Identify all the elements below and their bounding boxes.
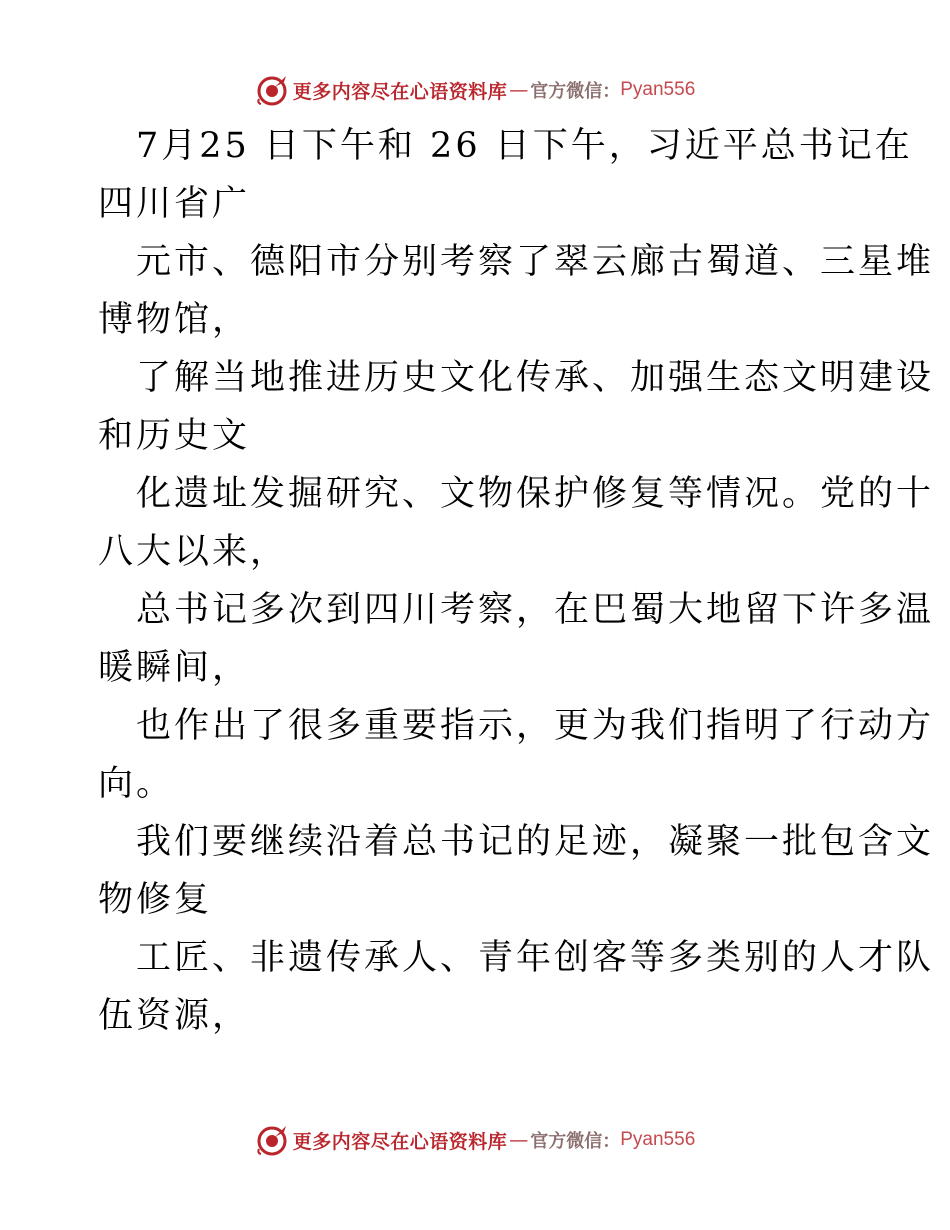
paragraph-line: 物修复: [98, 880, 213, 920]
paragraph: [98, 813, 935, 929]
paragraph-line: 我们要继续沿着总书记的足迹，凝聚一批包含文: [136, 822, 935, 862]
paragraph-line: 博物馆，: [98, 300, 251, 340]
paragraph: [98, 581, 935, 697]
paragraph-line: 八大以来，: [98, 532, 289, 572]
banner-title: 更多内容尽在心语资料库: [292, 80, 508, 103]
paragraph: [98, 465, 935, 581]
banner-wechat-id: Pyan556: [620, 1129, 696, 1150]
banner-wechat-label: 官方微信：: [530, 1131, 621, 1152]
paragraph-line: 四川省广: [98, 184, 251, 224]
paragraph: [98, 929, 935, 1045]
paragraph-line: 暖瞬间，: [98, 648, 251, 688]
paragraph-line: 7月25 日下午和 26 日下午，习近平总书记在: [136, 126, 913, 166]
document-body: [98, 117, 935, 1045]
paragraph-line: 向。: [98, 764, 175, 804]
paragraph: [98, 117, 913, 233]
paragraph-line: 化遗址发掘研究、文物保护修复等情况。党的十: [136, 474, 935, 514]
paragraph-line: 也作出了很多重要指示，更为我们指明了行动方: [136, 706, 935, 746]
banner-dash: —: [509, 79, 529, 101]
footer-banner: [0, 1120, 950, 1160]
paragraph: [98, 349, 935, 465]
paragraph-line: 工匠、非遗传承人、青年创客等多类别的人才队: [136, 938, 935, 978]
paragraph-line: 伍资源，: [98, 996, 251, 1036]
paragraph-line: 和历史文: [98, 416, 251, 456]
quill-logo-icon: [255, 1123, 289, 1157]
paragraph: [98, 697, 935, 813]
paragraph-line: 了解当地推进历史文化传承、加强生态文明建设: [136, 358, 935, 398]
paragraph-line: 总书记多次到四川考察，在巴蜀大地留下许多温: [136, 590, 935, 630]
banner-wechat-id: Pyan556: [620, 79, 696, 100]
quill-logo-icon: [255, 73, 289, 107]
banner-dash: —: [509, 1129, 529, 1151]
header-banner: [0, 70, 950, 110]
banner-wechat-label: 官方微信：: [530, 81, 621, 102]
paragraph-line: 元市、德阳市分别考察了翠云廊古蜀道、三星堆: [136, 242, 935, 282]
paragraph: [98, 233, 935, 349]
banner-title: 更多内容尽在心语资料库: [292, 1130, 508, 1153]
